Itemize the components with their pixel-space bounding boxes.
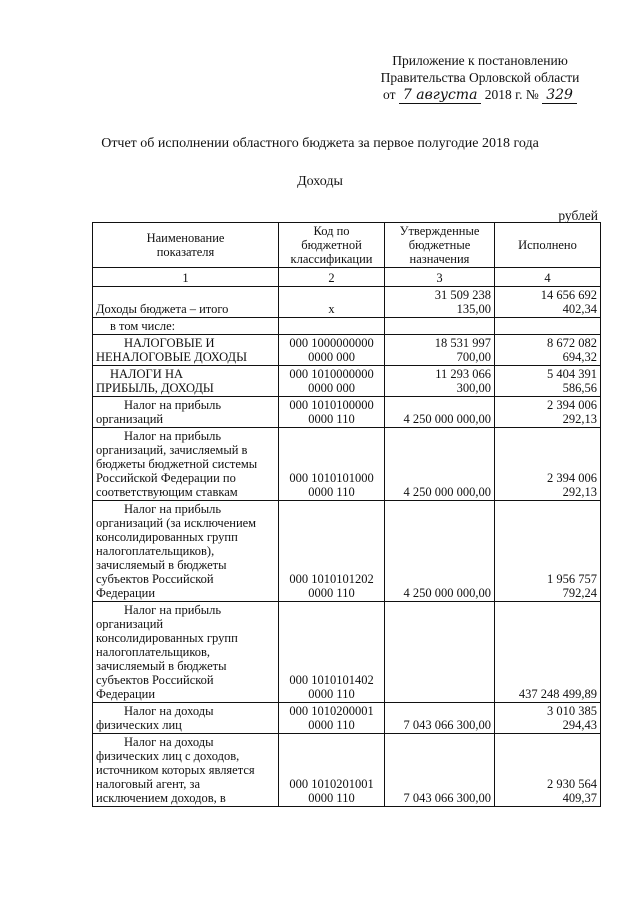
column-number-row [93, 268, 601, 287]
table-row [93, 397, 601, 428]
row-executed: 2 394 006 292,13 [495, 397, 601, 428]
row-code: 000 1000000000 0000 000 [279, 335, 385, 366]
row-approved: 11 293 066 300,00 [385, 366, 495, 397]
row-approved: 7 043 066 300,00 [385, 734, 495, 807]
row-code: 000 1010101000 0000 110 [279, 428, 385, 501]
appendix-from: от [383, 87, 396, 102]
row-executed [495, 318, 601, 335]
table-row [93, 703, 601, 734]
row-approved: 4 250 000 000,00 [385, 397, 495, 428]
row-name: НАЛОГОВЫЕ И НЕНАЛОГОВЫЕ ДОХОДЫ [93, 335, 279, 366]
row-approved: 7 043 066 300,00 [385, 703, 495, 734]
header-executed: Исполнено [495, 223, 601, 268]
column-number: 3 [385, 268, 495, 287]
table-row [93, 335, 601, 366]
row-name: Налог на прибыль организаций, зачисляемый в бюджеты бюджетной системы Российской Федерации по соответствующим ставкам [93, 428, 279, 501]
appendix-year: 2018 г. № [484, 87, 539, 102]
row-executed: 1 956 757 792,24 [495, 501, 601, 602]
row-code: 000 1010000000 0000 000 [279, 366, 385, 397]
row-code [279, 318, 385, 335]
row-name: в том числе: [93, 318, 279, 335]
column-number: 1 [93, 268, 279, 287]
income-table [92, 222, 601, 807]
row-code: 000 1010200001 0000 110 [279, 703, 385, 734]
row-name: Доходы бюджета – итого [93, 287, 279, 318]
row-name: Налог на прибыль организаций (за исключением консолидированных групп налогоплательщиков), зачисляемый в бюджеты субъектов Российской Федерации [93, 501, 279, 602]
table-body [93, 287, 601, 807]
row-code: 000 1010101202 0000 110 [279, 501, 385, 602]
handwritten-date: 7 августа [399, 87, 482, 104]
units-label: рублей [558, 208, 598, 223]
table-row [93, 366, 601, 397]
table-row [93, 734, 601, 807]
row-code: 000 1010100000 0000 110 [279, 397, 385, 428]
row-code: 000 1010201001 0000 110 [279, 734, 385, 807]
row-executed: 14 656 692 402,34 [495, 287, 601, 318]
row-executed: 3 010 385 294,43 [495, 703, 601, 734]
header-approved: Утвержденные бюджетные назначения [385, 223, 495, 268]
row-executed: 2 394 006 292,13 [495, 428, 601, 501]
row-approved: 18 531 997 700,00 [385, 335, 495, 366]
header-code: Код по бюджетной классификации [279, 223, 385, 268]
row-name: Налог на прибыль организаций консолидированных групп налогоплательщиков, зачисляемый в бюджеты субъектов Российской Федерации [93, 602, 279, 703]
row-name: Налог на прибыль организаций [93, 397, 279, 428]
row-approved [385, 318, 495, 335]
row-approved: 4 250 000 000,00 [385, 501, 495, 602]
appendix-line-2: Правительства Орловской области [380, 70, 580, 85]
table-row [93, 602, 601, 703]
row-executed: 8 672 082 694,32 [495, 335, 601, 366]
row-name: НАЛОГИ НА ПРИБЫЛЬ, ДОХОДЫ [93, 366, 279, 397]
row-approved [385, 602, 495, 703]
column-number: 4 [495, 268, 601, 287]
row-approved: 31 509 238 135,00 [385, 287, 495, 318]
column-number: 2 [279, 268, 385, 287]
row-code: 000 1010101402 0000 110 [279, 602, 385, 703]
table-row [93, 501, 601, 602]
table-row [93, 287, 601, 318]
handwritten-number: 329 [542, 87, 577, 104]
row-executed: 5 404 391 586,56 [495, 366, 601, 397]
table-header-row [93, 223, 601, 268]
row-name: Налог на доходы физических лиц с доходов, источником которых является налоговый агент, за исключением доходов, в [93, 734, 279, 807]
row-executed: 2 930 564 409,37 [495, 734, 601, 807]
appendix-line-1: Приложение к постановлению [392, 53, 568, 68]
row-approved: 4 250 000 000,00 [385, 428, 495, 501]
report-title: Отчет об исполнении областного бюджета за первое полугодие 2018 года [101, 136, 539, 151]
table-row [93, 428, 601, 501]
header-name: Наименование показателя [93, 223, 279, 268]
row-name: Налог на доходы физических лиц [93, 703, 279, 734]
report-subtitle: Доходы [297, 174, 343, 189]
row-executed: 437 248 499,89 [495, 602, 601, 703]
appendix-line-3 [360, 86, 600, 104]
row-code: x [279, 287, 385, 318]
appendix-header [360, 52, 600, 104]
table-row [93, 318, 601, 335]
